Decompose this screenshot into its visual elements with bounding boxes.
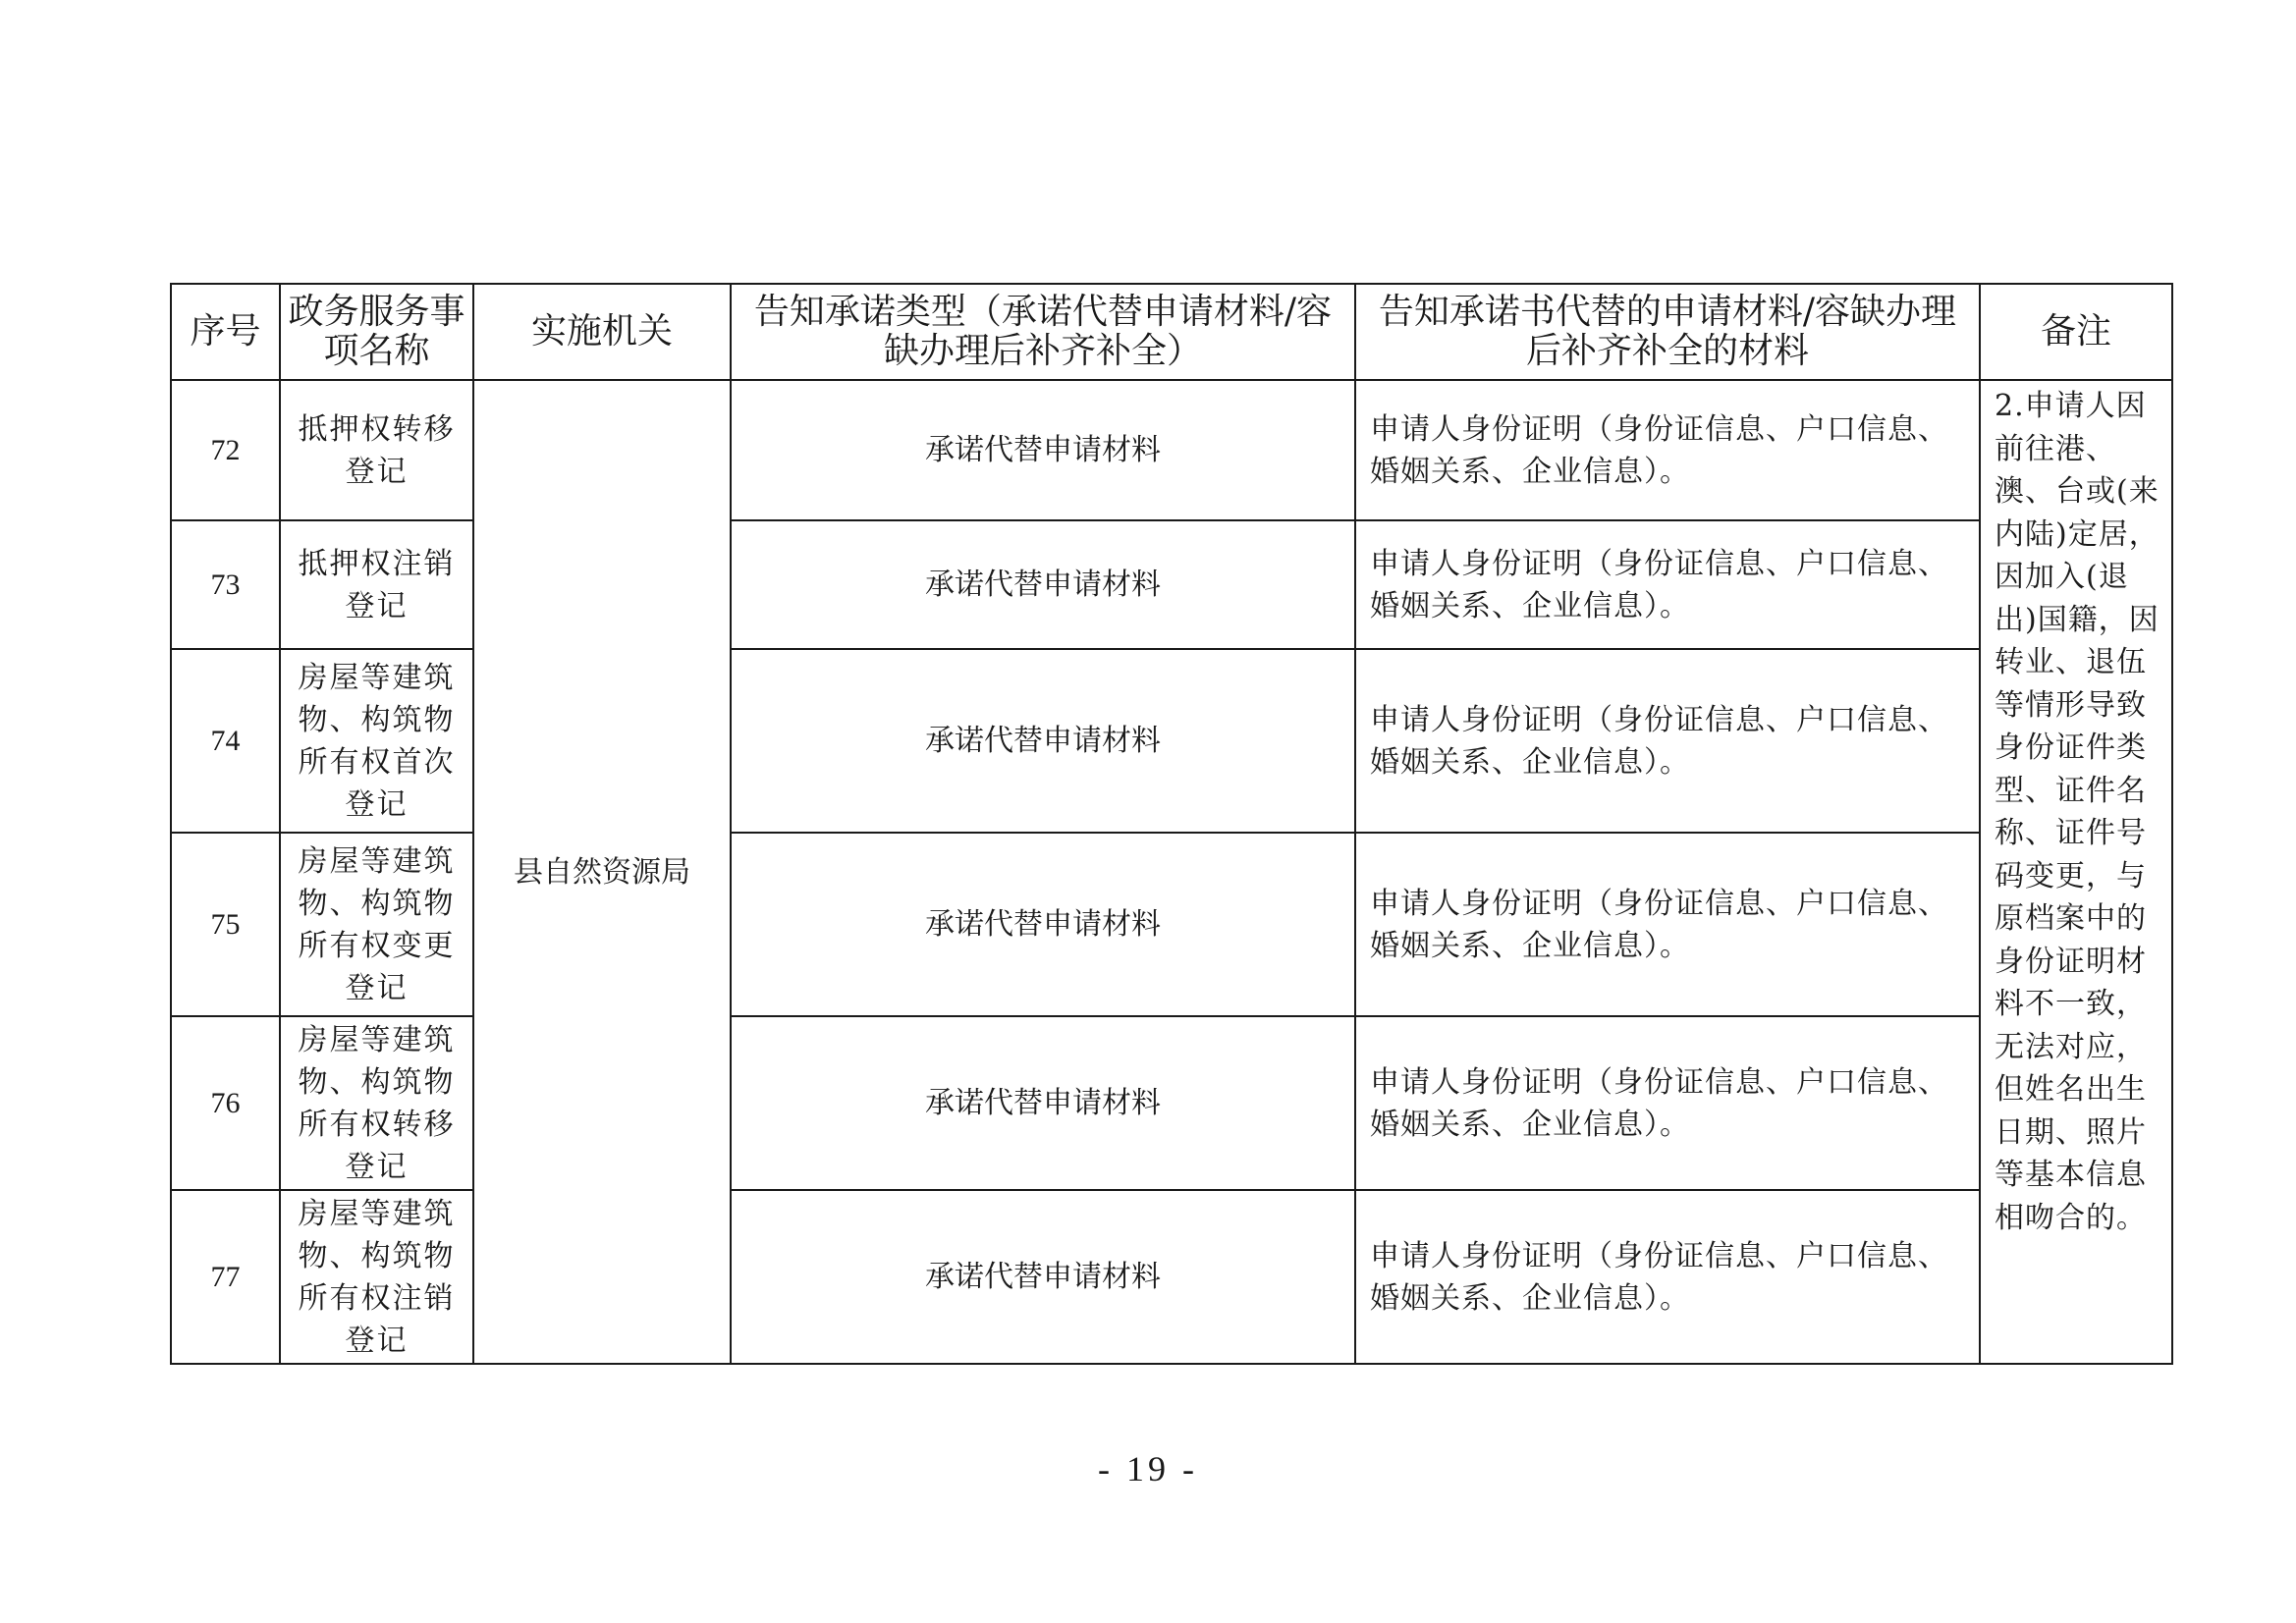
row-commit-type: 承诺代替申请材料 — [731, 1016, 1355, 1190]
row-seq: 77 — [171, 1190, 280, 1364]
row-commit-type: 承诺代替申请材料 — [731, 380, 1355, 520]
row-materials: 申请人身份证明（身份证信息、户口信息、婚姻关系、企业信息）。 — [1355, 380, 1980, 520]
row-seq: 73 — [171, 520, 280, 649]
page-number: - 19 - — [1098, 1449, 1198, 1488]
row-commit-type: 承诺代替申请材料 — [731, 520, 1355, 649]
row-commit-type: 承诺代替申请材料 — [731, 833, 1355, 1016]
row-materials: 申请人身份证明（身份证信息、户口信息、婚姻关系、企业信息）。 — [1355, 1190, 1980, 1364]
agency-cell: 县自然资源局 — [473, 380, 731, 1364]
header-commit-type: 告知承诺类型（承诺代替申请材料/容缺办理后补齐补全） — [731, 284, 1355, 380]
row-materials: 申请人身份证明（身份证信息、户口信息、婚姻关系、企业信息）。 — [1355, 1016, 1980, 1190]
row-seq: 74 — [171, 649, 280, 833]
row-seq: 76 — [171, 1016, 280, 1190]
row-seq: 75 — [171, 833, 280, 1016]
header-item-name: 政务服务事项名称 — [280, 284, 473, 380]
row-commit-type: 承诺代替申请材料 — [731, 1190, 1355, 1364]
table-row — [171, 833, 2172, 1016]
table-row — [171, 649, 2172, 833]
table-row — [171, 380, 2172, 520]
row-item-name: 房屋等建筑物、构筑物所有权变更登记 — [280, 833, 473, 1016]
table-row — [171, 1190, 2172, 1364]
header-agency: 实施机关 — [473, 284, 731, 380]
row-item-name: 房屋等建筑物、构筑物所有权首次登记 — [280, 649, 473, 833]
commitment-table — [170, 283, 2173, 1365]
row-materials: 申请人身份证明（身份证信息、户口信息、婚姻关系、企业信息）。 — [1355, 520, 1980, 649]
row-item-name: 房屋等建筑物、构筑物所有权注销登记 — [280, 1190, 473, 1364]
table-row — [171, 1016, 2172, 1190]
row-commit-type: 承诺代替申请材料 — [731, 649, 1355, 833]
header-row — [171, 284, 2172, 380]
row-item-name: 抵押权转移登记 — [280, 380, 473, 520]
row-seq: 72 — [171, 380, 280, 520]
header-remark: 备注 — [1980, 284, 2172, 380]
row-materials: 申请人身份证明（身份证信息、户口信息、婚姻关系、企业信息）。 — [1355, 833, 1980, 1016]
table-row — [171, 520, 2172, 649]
header-materials: 告知承诺书代替的申请材料/容缺办理后补齐补全的材料 — [1355, 284, 1980, 380]
row-item-name: 房屋等建筑物、构筑物所有权转移登记 — [280, 1016, 473, 1190]
remark-cell: 2.申请人因前往港、澳、台或(来内陆)定居，因加入(退出)国籍，因转业、退伍等情形导致身份证件类型、证件名称、证件号码变更，与原档案中的身份证明材料不一致，无法对应，但姓名出生日期、照片等基本信息相吻合的。 — [1980, 380, 2172, 1364]
header-seq: 序号 — [171, 284, 280, 380]
row-materials: 申请人身份证明（身份证信息、户口信息、婚姻关系、企业信息）。 — [1355, 649, 1980, 833]
row-item-name: 抵押权注销登记 — [280, 520, 473, 649]
